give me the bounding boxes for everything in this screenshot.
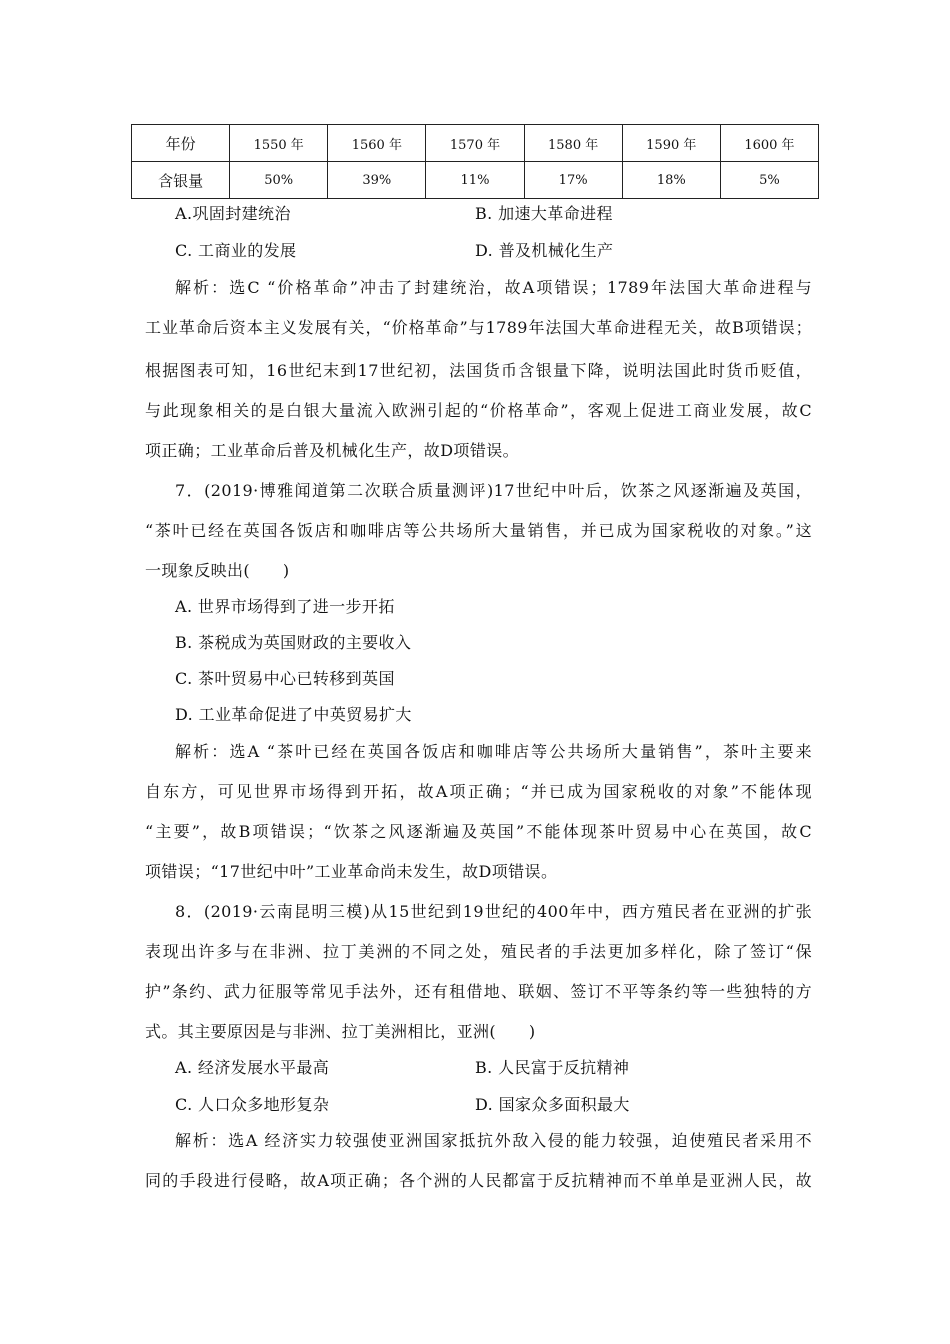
table-cell: 1590 年	[622, 125, 720, 162]
q6-analysis-line: 项正确；工业革命后普及机械化生产，故D项错误。	[145, 441, 520, 460]
q7-analysis-line: “主要”，故B项错误；“饮茶之风逐渐遍及英国”不能体现茶叶贸易中心在英国，故C	[145, 822, 812, 841]
table-cell: 39%	[328, 162, 426, 199]
q6-option-d: D. 普及机械化生产	[475, 241, 614, 260]
q8-option-c: C. 人口众多地形复杂	[175, 1095, 330, 1114]
table-cell: 5%	[720, 162, 818, 199]
table-cell: 18%	[622, 162, 720, 199]
q6-option-a: A.巩固封建统治	[175, 204, 291, 223]
table-cell: 11%	[426, 162, 524, 199]
q7-analysis-line: 自东方，可见世界市场得到开拓，故A项正确；“并已成为国家税收的对象”不能体现	[145, 782, 812, 801]
q7-option-a: A. 世界市场得到了进一步开拓	[175, 597, 395, 616]
q7-analysis-line: 项错误；“17世纪中叶”工业革命尚未发生，故D项错误。	[145, 862, 558, 881]
q6-option-c: C. 工商业的发展	[175, 241, 297, 260]
q7-stem-line: 7．(2019·博雅闻道第二次联合质量测评)17世纪中叶后，饮茶之风逐渐遍及英国，	[175, 481, 812, 500]
table-cell: 1600 年	[720, 125, 818, 162]
table-row-label: 含银量	[132, 162, 230, 199]
table-row	[132, 162, 819, 199]
q8-stem-line: 式。其主要原因是与非洲、拉丁美洲相比，亚洲( )	[145, 1022, 536, 1041]
q8-stem-line: 护”条约、武力征服等常见手法外，还有租借地、联姻、签订不平等条约等一些独特的方	[145, 982, 812, 1001]
q8-option-a: A. 经济发展水平最高	[175, 1058, 330, 1077]
q7-stem-line: “茶叶已经在英国各饭店和咖啡店等公共场所大量销售，并已成为国家税收的对象。”这	[145, 521, 812, 540]
q6-analysis-line: 根据图表可知，16世纪末到17世纪初，法国货币含银量下降，说明法国此时货币贬值，	[145, 361, 812, 380]
q6-option-b: B. 加速大革命进程	[475, 204, 613, 223]
table-cell: 1580 年	[524, 125, 622, 162]
q6-analysis-line: 工业革命后资本主义发展有关，“价格革命”与1789年法国大革命进程无关，故B项错误；	[145, 318, 812, 337]
q7-option-c: C. 茶叶贸易中心已转移到英国	[175, 669, 395, 688]
q8-analysis-line: 解析：选A 经济实力较强使亚洲国家抵抗外敌入侵的能力较强，迫使殖民者采用不	[175, 1131, 812, 1150]
table-cell: 17%	[524, 162, 622, 199]
table-header-row	[132, 125, 819, 162]
q7-analysis-line: 解析：选A “茶叶已经在英国各饭店和咖啡店等公共场所大量销售”，茶叶主要来	[175, 742, 812, 761]
q7-option-d: D. 工业革命促进了中英贸易扩大	[175, 705, 412, 724]
q6-analysis-line: 解析：选C “价格革命”冲击了封建统治，故A项错误；1789年法国大革命进程与	[175, 278, 812, 297]
q8-option-d: D. 国家众多面积最大	[475, 1095, 630, 1114]
q6-analysis-line: 与此现象相关的是白银大量流入欧洲引起的“价格革命”，客观上促进工商业发展，故C	[145, 401, 812, 420]
table-cell: 1560 年	[328, 125, 426, 162]
q7-stem-line: 一现象反映出( )	[145, 561, 290, 580]
q8-analysis-line: 同的手段进行侵略，故A项正确；各个洲的人民都富于反抗精神而不单单是亚洲人民，故	[145, 1171, 812, 1190]
silver-content-table	[131, 124, 819, 199]
q7-option-b: B. 茶税成为英国财政的主要收入	[175, 633, 412, 652]
table-cell: 50%	[230, 162, 328, 199]
q8-option-b: B. 人民富于反抗精神	[475, 1058, 630, 1077]
q8-stem-line: 表现出许多与在非洲、拉丁美洲的不同之处，殖民者的手法更加多样化，除了签订“保	[145, 942, 812, 961]
q8-stem-line: 8．(2019·云南昆明三模)从15世纪到19世纪的400年中，西方殖民者在亚洲的扩张	[175, 902, 812, 921]
table-row-label: 年份	[132, 125, 230, 162]
table-cell: 1550 年	[230, 125, 328, 162]
table-cell: 1570 年	[426, 125, 524, 162]
